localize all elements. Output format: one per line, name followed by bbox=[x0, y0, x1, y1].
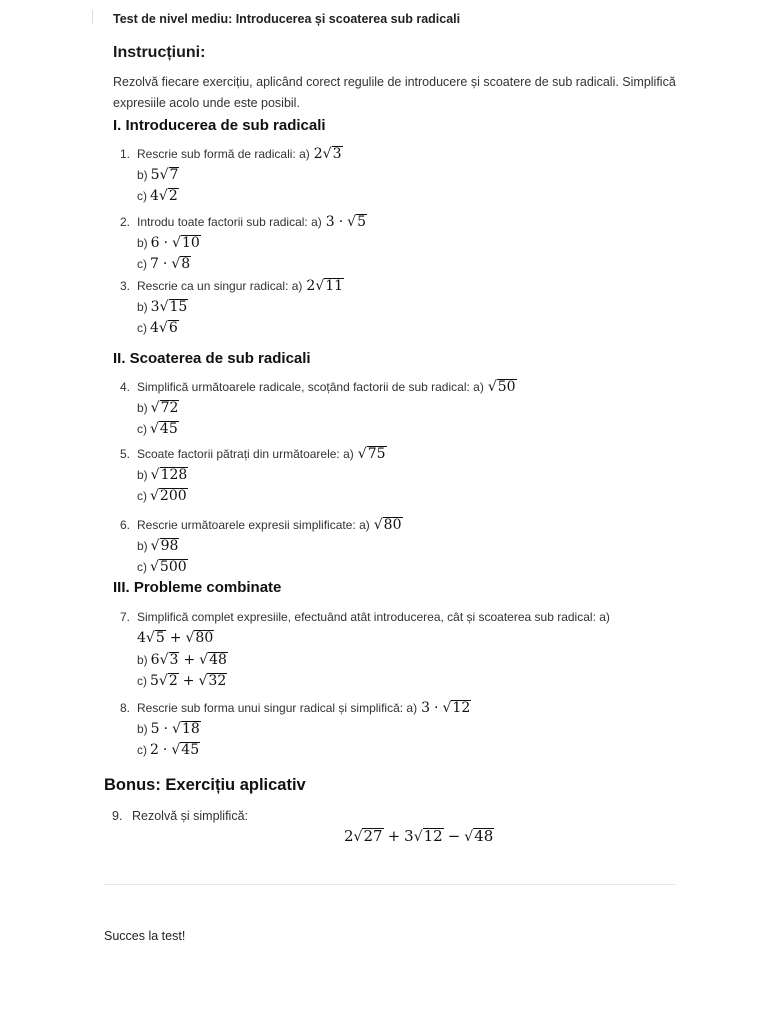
instructions-text: Rezolvă fiecare exercițiu, aplicând corect regulile de introducere și scoatere de sub radicali. Simplifică expresiile acolo unde este posibil. bbox=[113, 75, 676, 110]
exercise-text: Rescrie ca un singur radical: a) bbox=[137, 279, 303, 293]
exercise-3-b bbox=[137, 299, 188, 315]
math-expression: √ 45 bbox=[150, 421, 178, 437]
math-expression: 4 √ 6 bbox=[150, 320, 178, 336]
exercise-text: Scoate factorii pătrați din următoarele: a) bbox=[137, 447, 354, 461]
exercise-5-a bbox=[120, 446, 387, 462]
exercise-6-c bbox=[137, 559, 188, 575]
math-expression: 2 √ 3 bbox=[313, 146, 342, 162]
option-label: b) bbox=[137, 236, 148, 250]
math-expression: √ 128 bbox=[150, 467, 188, 483]
math-expression: 4 √ 2 bbox=[150, 188, 178, 204]
exercise-3-a bbox=[120, 278, 344, 294]
exercise-number: 2. bbox=[120, 215, 131, 229]
exercise-number: 8. bbox=[120, 701, 131, 715]
exercise-6-b bbox=[137, 538, 179, 554]
math-expression: 2 · √ 45 bbox=[150, 742, 200, 758]
exercise-number: 1. bbox=[120, 147, 131, 161]
exercise-text: Simplifică următoarele radicale, scoțând factorii de sub radical: a) bbox=[137, 380, 484, 394]
exercise-number: 9. bbox=[112, 809, 123, 823]
exercise-8-a bbox=[120, 700, 471, 716]
option-label: b) bbox=[137, 401, 148, 415]
exercise-number: 7. bbox=[120, 610, 131, 624]
exercise-2-c bbox=[137, 256, 191, 272]
instructions-heading: Instrucțiuni: bbox=[113, 44, 206, 61]
exercise-8-c bbox=[137, 742, 200, 758]
option-label: c) bbox=[137, 560, 147, 574]
option-label: c) bbox=[137, 743, 147, 757]
closing-text: Succes la test! bbox=[104, 929, 186, 943]
exercise-4-b bbox=[137, 400, 179, 416]
exercise-number: 5. bbox=[120, 447, 131, 461]
exercise-7-text bbox=[120, 610, 610, 624]
exercise-1-b bbox=[137, 167, 179, 183]
exercise-7-b bbox=[137, 652, 228, 668]
exercise-3-c bbox=[137, 320, 179, 336]
math-expression: √ 98 bbox=[150, 538, 179, 554]
exercise-text: Simplifică complet expresiile, efectuând atât introducerea, cât și scoaterea sub radical: a) bbox=[137, 610, 610, 624]
math-expression: √ 200 bbox=[150, 488, 187, 504]
exercise-7-a bbox=[137, 630, 214, 646]
option-label: b) bbox=[137, 653, 148, 667]
option-label: b) bbox=[137, 300, 148, 314]
exercise-1-a bbox=[120, 146, 343, 162]
section-heading-1: I. Introducerea de sub radicali bbox=[113, 117, 326, 134]
divider bbox=[104, 884, 676, 885]
exercise-number: 6. bbox=[120, 518, 131, 532]
option-label: c) bbox=[137, 189, 147, 203]
math-expression: 5 √ 2 + √ 32 bbox=[150, 673, 227, 689]
exercise-text: Rescrie sub forma unui singur radical și simplifică: a) bbox=[137, 701, 418, 715]
exercise-text: Introdu toate factorii sub radical: a) bbox=[137, 215, 322, 229]
section-heading-3: III. Probleme combinate bbox=[113, 579, 282, 596]
page-edge-mark bbox=[92, 10, 93, 24]
exercise-number: 3. bbox=[120, 279, 131, 293]
exercise-2-a bbox=[120, 214, 367, 230]
math-expression: 7 · √ 8 bbox=[150, 256, 191, 272]
option-label: b) bbox=[137, 468, 148, 482]
math-expression: 3 √ 15 bbox=[150, 299, 188, 315]
bonus-heading: Bonus: Exercițiu aplicativ bbox=[104, 776, 306, 794]
option-label: c) bbox=[137, 489, 147, 503]
document-title: Test de nivel mediu: Introducerea și scoaterea sub radicali bbox=[113, 12, 461, 26]
exercise-text: Rescrie sub formă de radicali: a) bbox=[137, 147, 310, 161]
exercise-text: Rescrie următoarele expresii simplificate: a) bbox=[137, 518, 370, 532]
math-expression: √ 500 bbox=[150, 559, 187, 575]
option-label: c) bbox=[137, 257, 147, 271]
math-expression: √ 75 bbox=[357, 446, 386, 462]
exercise-4-a bbox=[120, 379, 517, 395]
math-expression: 3 · √ 12 bbox=[421, 700, 471, 716]
option-label: b) bbox=[137, 168, 148, 182]
exercise-7-c bbox=[137, 673, 227, 689]
bonus-formula: 2 √ 27 + 3 √ 12 − √ 48 bbox=[344, 827, 494, 845]
exercise-5-b bbox=[137, 467, 188, 483]
exercise-text: Rezolvă și simplifică: bbox=[132, 809, 249, 823]
option-label: c) bbox=[137, 321, 147, 335]
exercise-9-text bbox=[112, 809, 248, 823]
option-label: c) bbox=[137, 674, 147, 688]
math-expression: 5 · √ 18 bbox=[150, 721, 200, 737]
exercise-number: 4. bbox=[120, 380, 131, 394]
math-expression: √ 50 bbox=[487, 379, 516, 395]
math-expression: √ 80 bbox=[373, 517, 402, 533]
math-expression: 4 √ 5 + √ 80 bbox=[137, 630, 214, 646]
exercise-6-a bbox=[120, 517, 403, 533]
math-expression: 6 · √ 10 bbox=[150, 235, 200, 251]
exercise-5-c bbox=[137, 488, 188, 504]
section-heading-2: II. Scoaterea de sub radicali bbox=[113, 350, 311, 367]
option-label: c) bbox=[137, 422, 147, 436]
exercise-2-b bbox=[137, 235, 201, 251]
exercise-8-b bbox=[137, 721, 201, 737]
math-expression: √ 72 bbox=[150, 400, 179, 416]
option-label: b) bbox=[137, 722, 148, 736]
option-label: b) bbox=[137, 539, 148, 553]
math-expression: 3 · √ 5 bbox=[325, 214, 366, 230]
math-expression: 6 √ 3 + √ 48 bbox=[150, 652, 227, 668]
math-expression: 5 √ 7 bbox=[150, 167, 179, 183]
exercise-1-c bbox=[137, 188, 179, 204]
exercise-4-c bbox=[137, 421, 179, 437]
math-expression: 2 √ 11 bbox=[306, 278, 344, 294]
